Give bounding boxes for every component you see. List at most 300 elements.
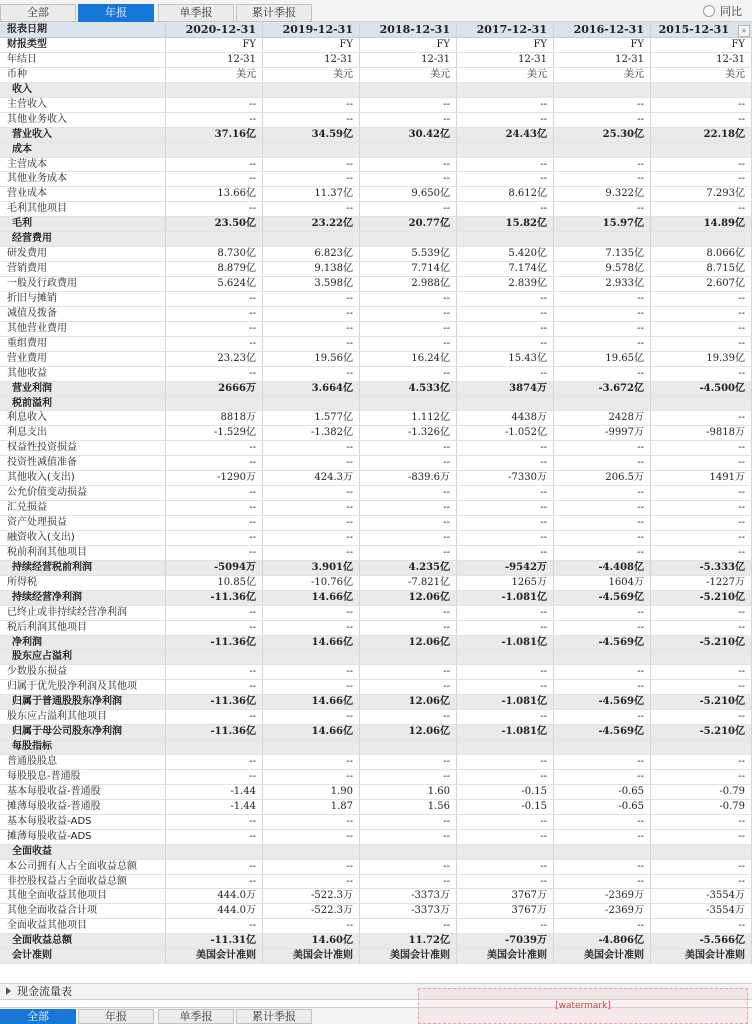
table-cell: -- [651, 501, 752, 515]
table-cell: -- [457, 337, 554, 351]
table-cell [651, 740, 752, 754]
table-cell: -- [554, 919, 651, 933]
table-cell: -- [263, 665, 360, 679]
table-cell: -- [554, 815, 651, 829]
row-label: 折旧与摊销 [0, 292, 166, 306]
row-label: 非控股权益占全面收益总额 [0, 875, 166, 889]
table-cell: 6.823亿 [263, 247, 360, 261]
tab-annual[interactable]: 年报 [78, 4, 154, 22]
table-cell: 2.839亿 [457, 277, 554, 291]
table-cell: -- [457, 680, 554, 694]
table-row [0, 710, 752, 725]
table-cell: -- [554, 546, 651, 560]
table-cell: -- [263, 98, 360, 112]
table-cell: 14.66亿 [263, 695, 360, 709]
table-cell: -- [360, 710, 457, 724]
scroll-right-icon[interactable]: » [738, 25, 750, 37]
header-date: 2020-12-31 [166, 22, 263, 37]
header-label: 报表日期 [0, 22, 166, 37]
table-cell: -1.529亿 [166, 426, 263, 440]
row-label: 税前溢利 [0, 397, 166, 411]
table-cell: 3874万 [457, 382, 554, 396]
table-cell: -- [263, 875, 360, 889]
table-cell: 12-31 [554, 53, 651, 67]
table-row [0, 919, 752, 934]
table-cell: -- [360, 830, 457, 844]
row-label: 股东应占溢利 [0, 650, 166, 664]
table-cell: 37.16亿 [166, 128, 263, 142]
table-cell: -- [263, 456, 360, 470]
table-cell [554, 740, 651, 754]
table-cell: -- [457, 158, 554, 172]
table-row [0, 411, 752, 426]
row-label: 汇兑损益 [0, 501, 166, 515]
section-row [0, 232, 752, 247]
tab-quarterly[interactable]: 单季报 [158, 4, 234, 22]
table-row [0, 38, 752, 53]
table-cell: 8.066亿 [651, 247, 752, 261]
header-date: 2015-12-31 [651, 22, 748, 37]
table-cell [651, 83, 752, 97]
table-cell: -- [360, 172, 457, 186]
table-cell [166, 740, 263, 754]
table-cell: -- [166, 337, 263, 351]
row-label: 利息收入 [0, 411, 166, 425]
table-cell: -- [263, 710, 360, 724]
table-cell: 20.77亿 [360, 217, 457, 231]
table-row [0, 158, 752, 173]
table-row [0, 352, 752, 367]
table-cell: 12-31 [651, 53, 752, 67]
table-row [0, 367, 752, 382]
table-cell: -11.36亿 [166, 695, 263, 709]
table-cell: 5.539亿 [360, 247, 457, 261]
table-cell: -- [263, 680, 360, 694]
table-cell [457, 232, 554, 246]
table-cell: -- [457, 860, 554, 874]
table-cell [360, 397, 457, 411]
table-cell: 4438万 [457, 411, 554, 425]
table-cell: -- [360, 292, 457, 306]
table-cell: -- [651, 516, 752, 530]
table-cell: 19.65亿 [554, 352, 651, 366]
table-cell: -- [651, 292, 752, 306]
table-cell: -- [457, 486, 554, 500]
table-cell [554, 650, 651, 664]
row-label: 其他全面收益合计项 [0, 904, 166, 918]
row-label: 主营收入 [0, 98, 166, 112]
table-cell: 7.293亿 [651, 187, 752, 201]
table-row [0, 860, 752, 875]
cashflow-label: 现金流量表 [17, 985, 72, 998]
table-cell: 15.82亿 [457, 217, 554, 231]
table-cell: -- [263, 860, 360, 874]
table-cell: -- [651, 710, 752, 724]
header-date: 2019-12-31 [263, 22, 360, 37]
table-row [0, 68, 752, 83]
report-tab-bar [0, 0, 752, 22]
table-cell: -- [457, 307, 554, 321]
table-cell: -4.569亿 [554, 725, 651, 739]
row-label: 其他收入(支出) [0, 471, 166, 485]
table-cell: 1604万 [554, 576, 651, 590]
table-cell: -- [554, 770, 651, 784]
table-cell: 15.97亿 [554, 217, 651, 231]
table-cell: -- [651, 665, 752, 679]
table-cell: 16.24亿 [360, 352, 457, 366]
table-cell: -- [457, 516, 554, 530]
table-cell: 12.06亿 [360, 725, 457, 739]
table-cell: -9542万 [457, 561, 554, 575]
table-cell: -2369万 [554, 904, 651, 918]
row-label: 股东应占溢利其他项目 [0, 710, 166, 724]
table-cell [166, 232, 263, 246]
table-cell: 9.650亿 [360, 187, 457, 201]
table-cell: 23.22亿 [263, 217, 360, 231]
table-cell: 美元 [360, 68, 457, 82]
table-cell: -- [360, 860, 457, 874]
yoy-radio-icon[interactable] [703, 5, 715, 17]
table-cell: 14.66亿 [263, 725, 360, 739]
table-cell: 14.66亿 [263, 636, 360, 650]
table-row [0, 815, 752, 830]
table-cell: -- [263, 307, 360, 321]
table-cell: -4.408亿 [554, 561, 651, 575]
row-label: 研发费用 [0, 247, 166, 261]
table-cell: -- [263, 172, 360, 186]
table-cell: -- [651, 755, 752, 769]
table-cell [360, 232, 457, 246]
table-cell: -- [360, 456, 457, 470]
table-cell: -0.79 [651, 800, 752, 814]
table-cell: 3.598亿 [263, 277, 360, 291]
table-cell: FY [457, 38, 554, 52]
row-label: 每股股息-普通股 [0, 770, 166, 784]
table-cell: -- [554, 665, 651, 679]
table-cell: -- [457, 292, 554, 306]
table-cell: -11.36亿 [166, 636, 263, 650]
table-row [0, 277, 752, 292]
table-cell: -- [651, 531, 752, 545]
tab-all[interactable]: 全部 [0, 4, 76, 22]
table-row [0, 636, 752, 651]
table-cell [457, 650, 554, 664]
row-label: 投资性减值准备 [0, 456, 166, 470]
table-cell: 14.66亿 [263, 591, 360, 605]
table-cell: 3.664亿 [263, 382, 360, 396]
table-row [0, 546, 752, 561]
table-cell: -- [554, 292, 651, 306]
table-cell: 14.89亿 [651, 217, 752, 231]
table-cell: 15.43亿 [457, 352, 554, 366]
table-cell: -- [166, 606, 263, 620]
table-cell: -- [457, 113, 554, 127]
table-cell: -- [554, 322, 651, 336]
table-cell: 2.933亿 [554, 277, 651, 291]
table-cell: -- [263, 322, 360, 336]
table-cell: 2.988亿 [360, 277, 457, 291]
table-cell: 美元 [651, 68, 752, 82]
table-cell: -4.569亿 [554, 695, 651, 709]
table-cell: -- [360, 875, 457, 889]
table-cell: -- [360, 531, 457, 545]
table-cell: -- [263, 158, 360, 172]
table-cell: 美国会计准则 [651, 949, 752, 963]
row-label: 每股指标 [0, 740, 166, 754]
table-cell: -- [554, 367, 651, 381]
row-label: 减值及拨备 [0, 307, 166, 321]
header-date: 2017-12-31 [457, 22, 554, 37]
tab-cumulative-quarterly[interactable]: 累计季报 [236, 4, 312, 22]
bottom-tab-annual[interactable]: 年报 [78, 1009, 154, 1024]
table-cell: 3767万 [457, 889, 554, 903]
table-row [0, 934, 752, 949]
table-row [0, 322, 752, 337]
table-cell: 9.138亿 [263, 262, 360, 276]
table-cell: 1.60 [360, 785, 457, 799]
table-cell: -- [360, 501, 457, 515]
table-cell: 19.39亿 [651, 352, 752, 366]
table-cell: 1.112亿 [360, 411, 457, 425]
table-cell: 12-31 [263, 53, 360, 67]
table-cell: -- [457, 546, 554, 560]
table-cell: 23.23亿 [166, 352, 263, 366]
table-row [0, 680, 752, 695]
table-cell: -- [457, 755, 554, 769]
table-cell: -- [263, 202, 360, 216]
table-row [0, 561, 752, 576]
table-cell: -- [360, 367, 457, 381]
table-cell: 25.30亿 [554, 128, 651, 142]
table-cell: -- [166, 770, 263, 784]
table-cell: -0.15 [457, 785, 554, 799]
table-cell: 5.624亿 [166, 277, 263, 291]
row-label: 币种 [0, 68, 166, 82]
table-row [0, 307, 752, 322]
table-cell: -- [651, 621, 752, 635]
table-cell: -4.500亿 [651, 382, 752, 396]
table-cell: -- [360, 815, 457, 829]
table-cell: -1.382亿 [263, 426, 360, 440]
yoy-toggle[interactable] [703, 4, 742, 18]
table-cell: -- [651, 860, 752, 874]
table-cell: -- [166, 815, 263, 829]
table-cell: 13.66亿 [166, 187, 263, 201]
table-cell [651, 397, 752, 411]
table-cell: -- [360, 337, 457, 351]
row-label: 营业成本 [0, 187, 166, 201]
table-cell: -- [360, 202, 457, 216]
table-cell [651, 232, 752, 246]
table-cell: 12-31 [457, 53, 554, 67]
table-cell [554, 845, 651, 859]
table-cell [651, 845, 752, 859]
table-cell: -- [651, 172, 752, 186]
table-cell: -- [360, 606, 457, 620]
table-cell: -- [166, 158, 263, 172]
table-row [0, 426, 752, 441]
row-label: 已终止或非持续经营净利润 [0, 606, 166, 620]
table-row [0, 785, 752, 800]
table-cell: -- [360, 441, 457, 455]
table-cell: -5.333亿 [651, 561, 752, 575]
table-cell: -- [166, 755, 263, 769]
table-cell: -9997万 [554, 426, 651, 440]
table-cell [457, 83, 554, 97]
table-cell: -- [263, 546, 360, 560]
table-cell [651, 143, 752, 157]
table-row [0, 725, 752, 740]
table-cell: -- [166, 322, 263, 336]
table-cell: -- [651, 441, 752, 455]
table-cell: -- [263, 621, 360, 635]
table-cell: 12.06亿 [360, 591, 457, 605]
row-label: 其他收益 [0, 367, 166, 381]
table-cell: -- [554, 680, 651, 694]
table-cell [360, 845, 457, 859]
table-cell: 8.612亿 [457, 187, 554, 201]
row-label: 一般及行政费用 [0, 277, 166, 291]
table-cell: -- [554, 606, 651, 620]
table-cell: -- [166, 98, 263, 112]
row-label: 摊薄每股收益-ADS [0, 830, 166, 844]
table-cell: -- [651, 815, 752, 829]
table-cell: -- [263, 531, 360, 545]
table-cell: -- [651, 113, 752, 127]
table-cell [166, 397, 263, 411]
row-label: 毛利 [0, 217, 166, 231]
table-cell: -7.821亿 [360, 576, 457, 590]
table-row [0, 486, 752, 501]
table-cell: -7330万 [457, 471, 554, 485]
section-row [0, 83, 752, 98]
table-cell: -- [263, 606, 360, 620]
table-cell: 12.06亿 [360, 695, 457, 709]
table-cell [263, 232, 360, 246]
table-cell [166, 143, 263, 157]
table-cell [166, 650, 263, 664]
row-label: 年结日 [0, 53, 166, 67]
row-label: 营业利润 [0, 382, 166, 396]
table-cell: -- [166, 486, 263, 500]
table-cell: -3554万 [651, 904, 752, 918]
table-cell: 12.06亿 [360, 636, 457, 650]
table-cell: -4.569亿 [554, 591, 651, 605]
table-cell: -- [651, 411, 752, 425]
table-cell: FY [166, 38, 263, 52]
table-cell: 8.730亿 [166, 247, 263, 261]
table-row [0, 247, 752, 262]
table-cell: -- [651, 98, 752, 112]
row-label: 其他全面收益其他项目 [0, 889, 166, 903]
table-row [0, 202, 752, 217]
table-cell: -- [360, 621, 457, 635]
row-label: 毛利其他项目 [0, 202, 166, 216]
table-cell: 24.43亿 [457, 128, 554, 142]
table-cell: -- [263, 367, 360, 381]
table-cell: 444.0万 [166, 904, 263, 918]
table-cell: -- [651, 322, 752, 336]
table-cell: -- [554, 860, 651, 874]
table-cell: 1491万 [651, 471, 752, 485]
row-label: 税后利润其他项目 [0, 621, 166, 635]
table-cell: -- [554, 307, 651, 321]
table-cell: -- [457, 919, 554, 933]
row-label: 利息支出 [0, 426, 166, 440]
table-row [0, 621, 752, 636]
table-cell: -- [166, 665, 263, 679]
table-cell: -- [166, 531, 263, 545]
table-cell: -- [360, 919, 457, 933]
table-cell: -- [554, 113, 651, 127]
table-cell: -- [360, 680, 457, 694]
table-cell: -3373万 [360, 904, 457, 918]
table-cell: 8.715亿 [651, 262, 752, 276]
table-cell [166, 83, 263, 97]
table-cell: FY [554, 38, 651, 52]
table-cell: -- [360, 546, 457, 560]
table-cell: -- [457, 501, 554, 515]
table-cell: -- [166, 860, 263, 874]
table-cell: 3767万 [457, 904, 554, 918]
table-cell: -- [457, 367, 554, 381]
table-cell: -- [651, 919, 752, 933]
table-cell: 12-31 [166, 53, 263, 67]
table-cell: -- [166, 113, 263, 127]
table-cell: -- [360, 665, 457, 679]
table-header-row [0, 22, 752, 38]
table-cell: 1.90 [263, 785, 360, 799]
table-cell: 美元 [457, 68, 554, 82]
table-cell: -7039万 [457, 934, 554, 948]
table-cell: -- [360, 98, 457, 112]
table-cell: 4.533亿 [360, 382, 457, 396]
table-cell: -- [457, 456, 554, 470]
bottom-tab-quarterly[interactable]: 单季报 [158, 1009, 234, 1024]
table-row [0, 187, 752, 202]
row-label: 其他营业费用 [0, 322, 166, 336]
table-cell: -- [457, 322, 554, 336]
table-cell: -5.566亿 [651, 934, 752, 948]
table-cell: 11.72亿 [360, 934, 457, 948]
row-label: 全面收益其他项目 [0, 919, 166, 933]
table-cell: -- [651, 606, 752, 620]
table-cell: 206.5万 [554, 471, 651, 485]
table-cell: -- [166, 456, 263, 470]
table-row [0, 889, 752, 904]
table-cell: -0.65 [554, 800, 651, 814]
row-label: 归属于母公司股东净利润 [0, 725, 166, 739]
table-cell: -- [457, 531, 554, 545]
table-row [0, 501, 752, 516]
table-cell: -3554万 [651, 889, 752, 903]
table-cell: -- [166, 367, 263, 381]
table-cell: -- [554, 486, 651, 500]
table-cell: -11.31亿 [166, 934, 263, 948]
bottom-tab-all[interactable]: 全部 [0, 1009, 76, 1024]
table-cell [360, 650, 457, 664]
table-cell: -- [651, 546, 752, 560]
table-cell: -- [651, 367, 752, 381]
table-cell: -1227万 [651, 576, 752, 590]
table-cell: 12-31 [360, 53, 457, 67]
watermark-image: [watermark] [418, 988, 748, 1024]
table-cell: -9818万 [651, 426, 752, 440]
table-cell [554, 83, 651, 97]
bottom-tab-cumulative[interactable]: 累计季报 [236, 1009, 312, 1024]
row-label: 持续经营净利润 [0, 591, 166, 605]
table-cell: -0.65 [554, 785, 651, 799]
